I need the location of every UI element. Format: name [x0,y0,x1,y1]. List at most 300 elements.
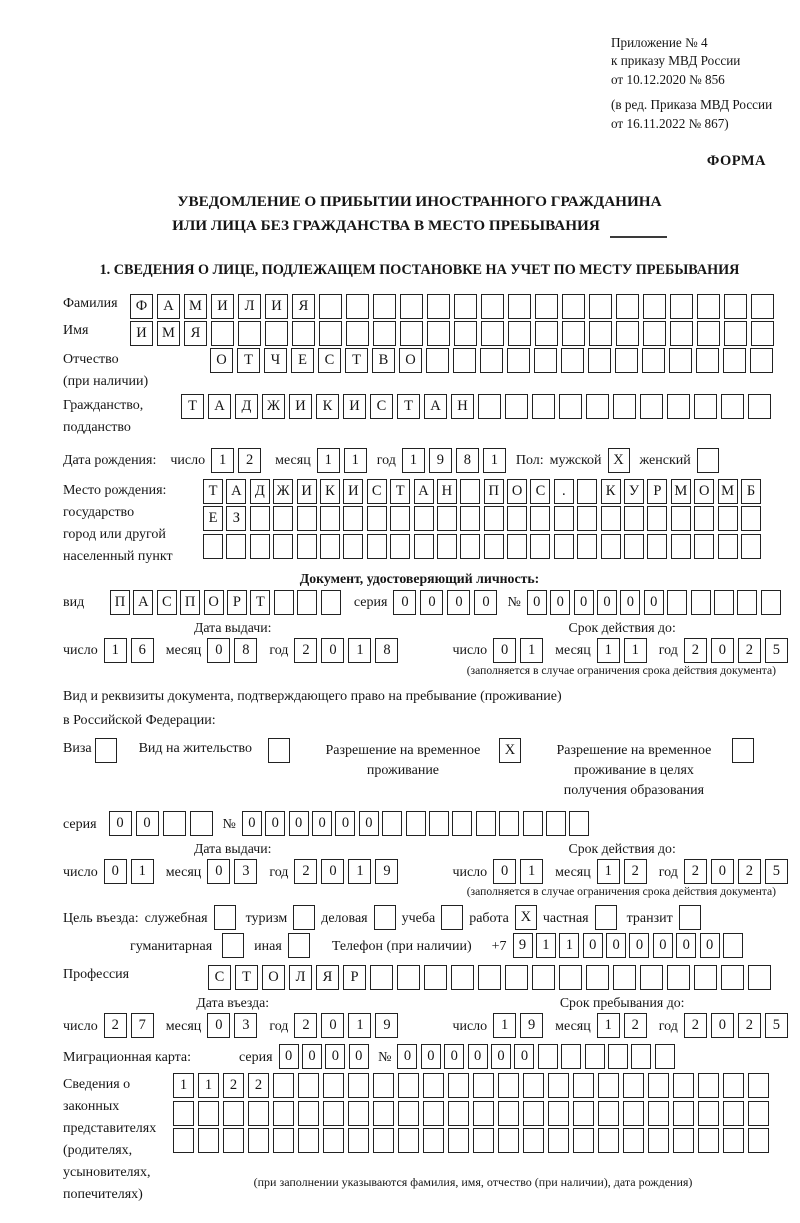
char-cell[interactable] [554,534,574,559]
char-cell[interactable] [274,590,294,615]
char-cell[interactable]: 2 [738,1013,761,1038]
char-cell[interactable]: Р [647,479,667,504]
char-cell[interactable]: 2 [738,638,761,663]
char-cell[interactable] [723,1101,744,1126]
char-cell[interactable] [546,811,566,836]
char-cell[interactable]: 0 [420,590,443,615]
char-cell[interactable]: 1 [536,933,556,958]
purpose-other-checkbox[interactable] [288,933,310,958]
char-cell[interactable]: С [157,590,177,615]
purpose-transit-checkbox[interactable] [679,905,701,930]
char-cell[interactable] [273,1101,294,1126]
char-cell[interactable]: Т [345,348,368,373]
char-cell[interactable]: 0 [676,933,696,958]
char-cell[interactable] [748,394,771,419]
char-cell[interactable] [585,1044,605,1069]
char-cell[interactable]: И [265,294,288,319]
char-cell[interactable]: С [530,479,550,504]
char-cell[interactable] [373,321,396,346]
char-cell[interactable] [548,1073,569,1098]
char-cell[interactable] [670,294,693,319]
char-cell[interactable]: 1 [402,448,425,473]
char-cell[interactable] [448,1073,469,1098]
char-cell[interactable] [320,506,340,531]
char-cell[interactable] [390,506,410,531]
char-cell[interactable] [577,506,597,531]
char-cell[interactable]: 3 [234,1013,257,1038]
char-cell[interactable]: З [226,506,246,531]
char-cell[interactable]: 0 [491,1044,511,1069]
char-cell[interactable] [414,506,434,531]
char-cell[interactable]: 0 [242,811,262,836]
char-cell[interactable]: С [208,965,231,990]
char-cell[interactable]: 0 [359,811,379,836]
char-cell[interactable] [554,506,574,531]
char-cell[interactable] [320,534,340,559]
char-cell[interactable] [173,1128,194,1153]
char-cell[interactable] [608,1044,628,1069]
char-cell[interactable]: А [208,394,231,419]
char-cell[interactable] [400,294,423,319]
char-cell[interactable] [373,294,396,319]
char-cell[interactable] [691,590,711,615]
char-cell[interactable] [648,1128,669,1153]
visa-checkbox[interactable] [95,738,117,763]
char-cell[interactable]: 1 [317,448,340,473]
char-cell[interactable] [481,294,504,319]
char-cell[interactable] [648,1101,669,1126]
char-cell[interactable]: 2 [294,1013,317,1038]
char-cell[interactable]: К [601,479,621,504]
char-cell[interactable] [723,933,743,958]
char-cell[interactable] [548,1101,569,1126]
char-cell[interactable]: Н [451,394,474,419]
char-cell[interactable] [453,348,476,373]
char-cell[interactable]: О [694,479,714,504]
char-cell[interactable] [292,321,315,346]
char-cell[interactable]: 0 [550,590,570,615]
char-cell[interactable] [698,1101,719,1126]
char-cell[interactable]: 2 [624,1013,647,1038]
char-cell[interactable] [748,965,771,990]
char-cell[interactable] [534,348,557,373]
char-cell[interactable] [623,1128,644,1153]
char-cell[interactable]: К [316,394,339,419]
char-cell[interactable] [561,348,584,373]
char-cell[interactable] [532,394,555,419]
char-cell[interactable]: 0 [597,590,617,615]
char-cell[interactable] [655,1044,675,1069]
char-cell[interactable] [473,1128,494,1153]
char-cell[interactable] [382,811,402,836]
char-cell[interactable] [573,1073,594,1098]
char-cell[interactable] [238,321,261,346]
char-cell[interactable] [671,506,691,531]
char-cell[interactable]: 0 [265,811,285,836]
char-cell[interactable] [615,348,638,373]
char-cell[interactable]: 1 [624,638,647,663]
char-cell[interactable]: 1 [173,1073,194,1098]
char-cell[interactable] [523,1101,544,1126]
char-cell[interactable]: 0 [444,1044,464,1069]
char-cell[interactable] [348,1101,369,1126]
char-cell[interactable] [423,1101,444,1126]
char-cell[interactable] [532,965,555,990]
char-cell[interactable] [737,590,757,615]
char-cell[interactable]: 0 [104,859,127,884]
char-cell[interactable] [698,1128,719,1153]
char-cell[interactable]: 0 [514,1044,534,1069]
char-cell[interactable] [484,506,504,531]
char-cell[interactable]: 0 [312,811,332,836]
char-cell[interactable] [698,1073,719,1098]
char-cell[interactable] [476,811,496,836]
char-cell[interactable]: 1 [348,859,371,884]
char-cell[interactable] [643,294,666,319]
char-cell[interactable] [173,1101,194,1126]
char-cell[interactable] [694,534,714,559]
char-cell[interactable]: И [130,321,153,346]
char-cell[interactable]: Т [181,394,204,419]
char-cell[interactable]: 0 [207,638,230,663]
char-cell[interactable] [616,321,639,346]
char-cell[interactable]: Н [437,479,457,504]
char-cell[interactable] [613,965,636,990]
char-cell[interactable]: К [320,479,340,504]
char-cell[interactable] [343,534,363,559]
char-cell[interactable]: А [133,590,153,615]
char-cell[interactable]: Б [741,479,761,504]
char-cell[interactable] [367,506,387,531]
char-cell[interactable] [507,506,527,531]
char-cell[interactable]: Я [316,965,339,990]
char-cell[interactable]: 2 [238,448,261,473]
char-cell[interactable]: 1 [493,1013,516,1038]
char-cell[interactable] [346,321,369,346]
char-cell[interactable]: Ф [130,294,153,319]
char-cell[interactable] [203,534,223,559]
char-cell[interactable]: Т [235,965,258,990]
char-cell[interactable]: 0 [321,638,344,663]
char-cell[interactable]: 0 [302,1044,322,1069]
char-cell[interactable] [601,506,621,531]
char-cell[interactable] [437,534,457,559]
char-cell[interactable] [562,294,585,319]
char-cell[interactable] [460,534,480,559]
char-cell[interactable] [298,1128,319,1153]
char-cell[interactable]: 2 [294,638,317,663]
char-cell[interactable] [723,1128,744,1153]
char-cell[interactable] [373,1101,394,1126]
char-cell[interactable]: 9 [429,448,452,473]
char-cell[interactable]: 1 [348,1013,371,1038]
char-cell[interactable] [348,1128,369,1153]
male-checkbox[interactable]: X [608,448,630,473]
char-cell[interactable] [460,479,480,504]
char-cell[interactable] [454,294,477,319]
char-cell[interactable] [647,534,667,559]
char-cell[interactable] [721,965,744,990]
char-cell[interactable] [667,965,690,990]
char-cell[interactable] [748,1101,769,1126]
char-cell[interactable] [718,534,738,559]
char-cell[interactable]: 1 [131,859,154,884]
char-cell[interactable] [748,1128,769,1153]
char-cell[interactable] [694,965,717,990]
char-cell[interactable]: 0 [109,811,132,836]
char-cell[interactable]: И [343,394,366,419]
char-cell[interactable]: 0 [493,638,516,663]
char-cell[interactable] [724,321,747,346]
char-cell[interactable] [250,506,270,531]
purpose-humanitarian-checkbox[interactable] [222,933,244,958]
char-cell[interactable]: И [297,479,317,504]
char-cell[interactable] [397,965,420,990]
char-cell[interactable]: 7 [131,1013,154,1038]
char-cell[interactable]: О [204,590,224,615]
char-cell[interactable] [481,321,504,346]
char-cell[interactable] [548,1128,569,1153]
char-cell[interactable] [535,294,558,319]
char-cell[interactable]: 0 [289,811,309,836]
char-cell[interactable] [346,294,369,319]
char-cell[interactable]: 0 [653,933,673,958]
char-cell[interactable]: 0 [207,1013,230,1038]
char-cell[interactable]: 2 [104,1013,127,1038]
char-cell[interactable]: 2 [248,1073,269,1098]
char-cell[interactable]: П [180,590,200,615]
char-cell[interactable] [265,321,288,346]
char-cell[interactable]: В [372,348,395,373]
char-cell[interactable]: Ж [273,479,293,504]
char-cell[interactable] [427,294,450,319]
char-cell[interactable]: 0 [421,1044,441,1069]
char-cell[interactable] [507,348,530,373]
char-cell[interactable] [273,1128,294,1153]
char-cell[interactable] [724,294,747,319]
char-cell[interactable]: 0 [644,590,664,615]
char-cell[interactable]: О [262,965,285,990]
char-cell[interactable] [573,1101,594,1126]
char-cell[interactable] [723,348,746,373]
char-cell[interactable] [577,534,597,559]
char-cell[interactable] [248,1128,269,1153]
char-cell[interactable] [323,1101,344,1126]
char-cell[interactable]: М [184,294,207,319]
char-cell[interactable]: И [211,294,234,319]
char-cell[interactable] [297,534,317,559]
char-cell[interactable] [451,965,474,990]
char-cell[interactable]: . [554,479,574,504]
char-cell[interactable] [598,1101,619,1126]
char-cell[interactable] [448,1101,469,1126]
purpose-official-checkbox[interactable] [214,905,236,930]
char-cell[interactable] [478,394,501,419]
char-cell[interactable] [400,321,423,346]
char-cell[interactable] [505,965,528,990]
char-cell[interactable] [714,590,734,615]
char-cell[interactable] [559,394,582,419]
char-cell[interactable]: 2 [624,859,647,884]
char-cell[interactable] [343,506,363,531]
purpose-tourism-checkbox[interactable] [293,905,315,930]
char-cell[interactable]: Ж [262,394,285,419]
char-cell[interactable] [588,348,611,373]
char-cell[interactable]: 1 [104,638,127,663]
purpose-business-checkbox[interactable] [374,905,396,930]
char-cell[interactable]: 0 [527,590,547,615]
purpose-work-checkbox[interactable]: X [515,905,537,930]
char-cell[interactable]: 1 [344,448,367,473]
temp-residence-checkbox[interactable]: X [499,738,521,763]
char-cell[interactable] [448,1128,469,1153]
char-cell[interactable] [598,1073,619,1098]
char-cell[interactable]: Т [203,479,223,504]
char-cell[interactable] [718,506,738,531]
char-cell[interactable] [530,506,550,531]
char-cell[interactable]: 0 [335,811,355,836]
char-cell[interactable]: Т [397,394,420,419]
char-cell[interactable]: Л [289,965,312,990]
char-cell[interactable]: М [718,479,738,504]
char-cell[interactable] [426,348,449,373]
char-cell[interactable] [248,1101,269,1126]
char-cell[interactable] [480,348,503,373]
char-cell[interactable] [398,1101,419,1126]
char-cell[interactable] [721,394,744,419]
char-cell[interactable]: 1 [597,859,620,884]
char-cell[interactable] [601,534,621,559]
char-cell[interactable]: И [343,479,363,504]
char-cell[interactable] [298,1073,319,1098]
char-cell[interactable] [673,1128,694,1153]
char-cell[interactable] [573,1128,594,1153]
char-cell[interactable] [323,1073,344,1098]
char-cell[interactable]: Т [250,590,270,615]
char-cell[interactable]: 0 [574,590,594,615]
char-cell[interactable]: 1 [211,448,234,473]
char-cell[interactable]: 0 [711,1013,734,1038]
char-cell[interactable] [373,1128,394,1153]
char-cell[interactable]: Л [238,294,261,319]
char-cell[interactable]: 2 [684,638,707,663]
char-cell[interactable]: О [399,348,422,373]
char-cell[interactable] [484,534,504,559]
char-cell[interactable] [624,534,644,559]
char-cell[interactable] [298,1101,319,1126]
char-cell[interactable] [373,1073,394,1098]
char-cell[interactable] [613,394,636,419]
char-cell[interactable] [530,534,550,559]
char-cell[interactable]: О [507,479,527,504]
char-cell[interactable]: М [157,321,180,346]
char-cell[interactable] [424,965,447,990]
char-cell[interactable]: 0 [321,1013,344,1038]
char-cell[interactable]: 0 [136,811,159,836]
char-cell[interactable] [223,1101,244,1126]
char-cell[interactable] [507,534,527,559]
char-cell[interactable]: 8 [234,638,257,663]
char-cell[interactable]: 1 [520,859,543,884]
char-cell[interactable]: Я [184,321,207,346]
char-cell[interactable] [348,1073,369,1098]
char-cell[interactable] [473,1101,494,1126]
char-cell[interactable]: Т [237,348,260,373]
char-cell[interactable] [427,321,450,346]
char-cell[interactable]: У [624,479,644,504]
residence-permit-checkbox[interactable] [268,738,290,763]
char-cell[interactable]: 0 [620,590,640,615]
char-cell[interactable] [623,1101,644,1126]
char-cell[interactable] [640,394,663,419]
char-cell[interactable] [437,506,457,531]
char-cell[interactable]: Ч [264,348,287,373]
char-cell[interactable] [673,1073,694,1098]
char-cell[interactable]: 2 [684,1013,707,1038]
char-cell[interactable] [429,811,449,836]
char-cell[interactable] [211,321,234,346]
char-cell[interactable] [198,1101,219,1126]
char-cell[interactable] [697,321,720,346]
char-cell[interactable] [535,321,558,346]
char-cell[interactable] [523,1128,544,1153]
purpose-private-checkbox[interactable] [595,905,617,930]
char-cell[interactable]: Е [291,348,314,373]
char-cell[interactable] [538,1044,558,1069]
char-cell[interactable]: 1 [597,1013,620,1038]
char-cell[interactable]: Я [292,294,315,319]
char-cell[interactable] [390,534,410,559]
char-cell[interactable]: А [424,394,447,419]
char-cell[interactable] [250,534,270,559]
char-cell[interactable] [398,1128,419,1153]
char-cell[interactable]: 0 [474,590,497,615]
char-cell[interactable] [586,394,609,419]
char-cell[interactable] [452,811,472,836]
char-cell[interactable]: 0 [321,859,344,884]
char-cell[interactable] [273,534,293,559]
char-cell[interactable] [623,1073,644,1098]
char-cell[interactable] [498,1128,519,1153]
char-cell[interactable] [523,811,543,836]
char-cell[interactable]: 5 [765,1013,788,1038]
char-cell[interactable] [723,1073,744,1098]
char-cell[interactable] [640,965,663,990]
char-cell[interactable] [423,1073,444,1098]
char-cell[interactable]: 1 [348,638,371,663]
char-cell[interactable] [643,321,666,346]
char-cell[interactable] [460,506,480,531]
char-cell[interactable] [223,1128,244,1153]
char-cell[interactable] [694,506,714,531]
char-cell[interactable]: 0 [397,1044,417,1069]
char-cell[interactable]: 9 [513,933,533,958]
char-cell[interactable] [631,1044,651,1069]
char-cell[interactable] [648,1073,669,1098]
char-cell[interactable] [523,1073,544,1098]
char-cell[interactable]: 0 [349,1044,369,1069]
char-cell[interactable]: Д [235,394,258,419]
char-cell[interactable] [673,1101,694,1126]
char-cell[interactable] [748,1073,769,1098]
char-cell[interactable] [297,506,317,531]
char-cell[interactable] [647,506,667,531]
char-cell[interactable] [750,348,773,373]
char-cell[interactable] [667,394,690,419]
char-cell[interactable]: 5 [765,638,788,663]
char-cell[interactable] [499,811,519,836]
char-cell[interactable] [319,294,342,319]
